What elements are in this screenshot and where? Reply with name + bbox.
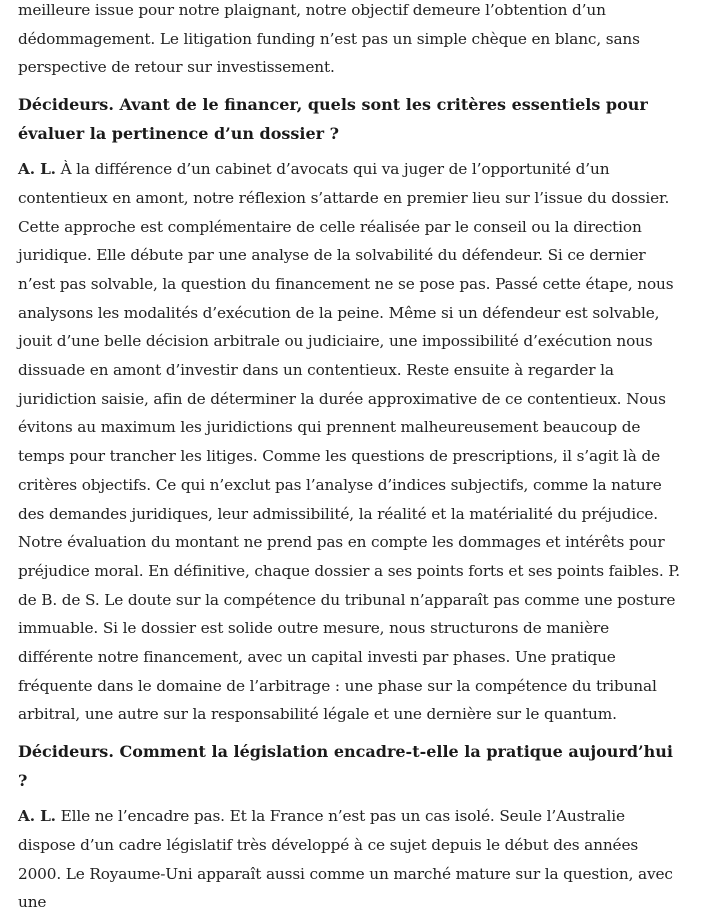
speaker-initials: A. L. [18,807,56,826]
speaker-initials: A. L. [18,160,56,179]
question-criteria: Décideurs. Avant de le financer, quels sont les critères essentiels pour évaluer la pertinence d’un dossier ? [18,95,648,144]
answer-text: À la différence d’un cabinet d’avocats qui va juger de l’opportunité d’un contentieux en amont, notre réflexion s’attarde en premier lieu sur l’issue du dossier. Cette approche est complémentaire de celle réalisée par le conseil ou la direction juridique. Elle débute par une analyse de la solvabilité du défendeur. Si ce dernier n’est pas solvable, la question du financement ne se pose pas. Passé cette étape, nous analysons les modalités d’exécution de la peine. Même si un défendeur est solvable, jouit d’une belle décision arbitrale ou judiciaire, une impossibilité d’exécution nous dissuade en amont d’investir dans un contentieux. Reste ensuite à regarder la juridiction saisie, afin de déterminer la durée approximative de ce contentieux. Nous évitons au maximum les juridictions qui prennent malheureusement beaucoup de temps pour trancher les litiges. Comme les questions de prescriptions, il s’agit là de critères objectifs. Ce qui n’exclut pas l’analyse d’indices subjectifs, comme la nature des demandes juridiques, leur admissibilité, la réalité et la matérialité du préjudice. Notre évaluation du montant ne prend pas en compte les dommages et intérêts pour préjudice moral. En définitive, chaque dossier a ses points forts et ses points faibles. P. de B. de S. Le doute sur la compétence du tribunal n’apparaît pas comme une posture immuable. Si le dossier est solide outre mesure, nous structurons de manière différente notre financement, avec un capital investi par phases. Une pratique fréquente dans le domaine de l’arbitrage : une phase sur la compétence du tribunal arbitral, une autre sur la responsabilité légale et une dernière sur le quantum. [18,160,681,724]
answer-criteria-paragraph [18,155,684,729]
intro-paragraph: meilleure issue pour notre plaignant, notre objectif demeure l’obtention d’un dédommagement. Le litigation funding n’est pas un simple chèque en blanc, sans perspective de retour sur investissement. [18,1,640,77]
answer-text: Elle ne l’encadre pas. Et la France n’est pas un cas isolé. Seule l’Australie dispose d’un cadre législatif très développé à ce sujet depuis le début des années 2000. Le Royaume-Uni apparaît aussi comme un marché mature sur la question, avec une [18,807,673,912]
question-legislation: Décideurs. Comment la législation encadre-t-elle la pratique aujourd’hui ? [18,742,673,791]
answer-legislation-paragraph [18,802,684,917]
